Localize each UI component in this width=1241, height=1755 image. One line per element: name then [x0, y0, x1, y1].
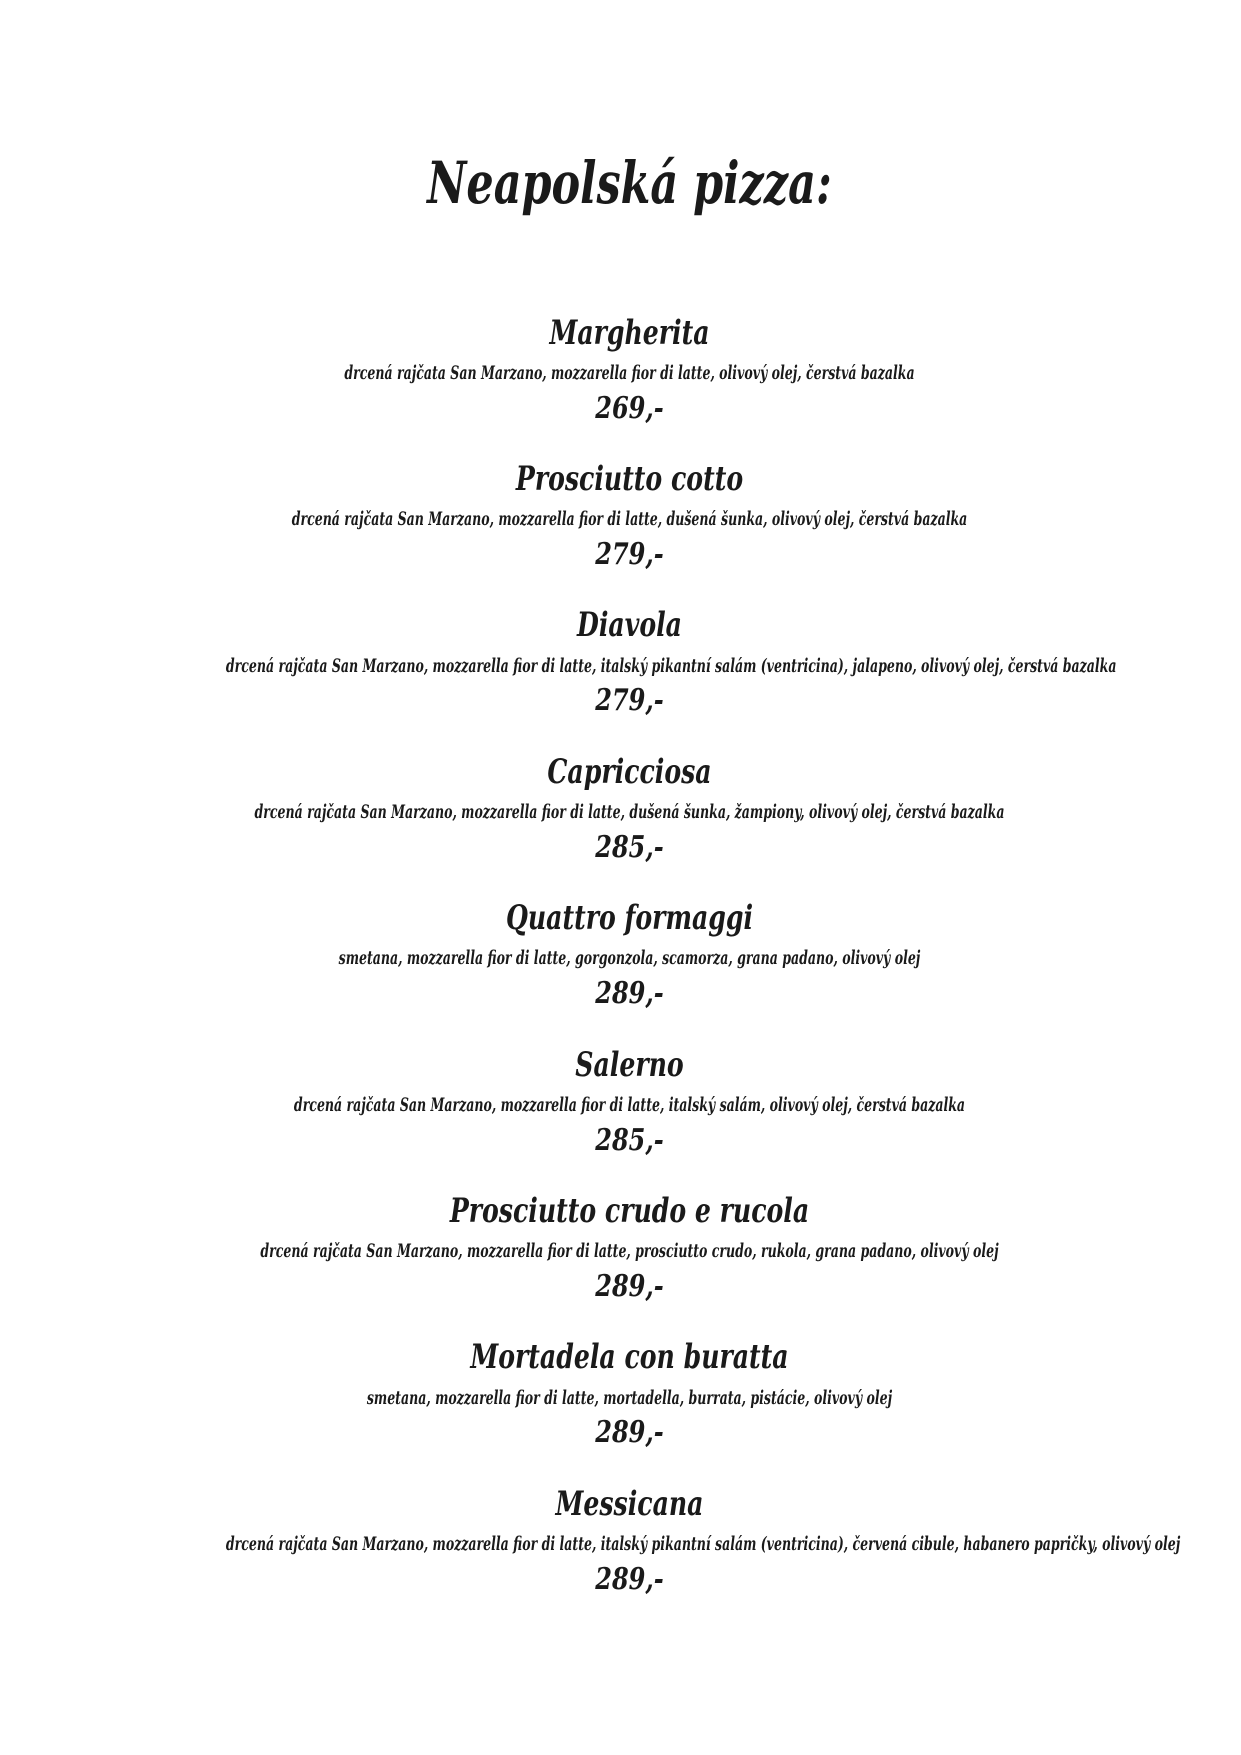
menu-item [18, 1338, 1241, 1450]
menu-item [18, 1485, 1241, 1597]
menu-item-price: 289,- [595, 1268, 664, 1304]
menu-item-name: Messicana [555, 1483, 704, 1524]
menu-item-price: 269,- [595, 390, 664, 426]
menu-item [18, 460, 1241, 572]
menu-item-name: Mortadela con buratta [470, 1337, 789, 1378]
menu-item-price: 279,- [595, 683, 664, 719]
menu-item-name: Prosciutto crudo e rucola [449, 1191, 810, 1232]
menu-item [18, 314, 1241, 426]
menu-item-price: 289,- [595, 1561, 664, 1597]
menu-item-price: 279,- [595, 536, 664, 572]
menu-item-name: Capricciosa [547, 751, 712, 792]
menu-item [18, 1046, 1241, 1158]
menu-item [18, 606, 1241, 718]
menu-item-description: drcená rajčata San Marzano, mozzarella fior di latte, italský pikantní salám (ventricina), červená cibule, habanero papričky, olivový olej [225, 1532, 1181, 1555]
menu-item-price: 285,- [595, 1122, 664, 1158]
menu-item-description: drcená rajčata San Marzano, mozzarella fior di latte, olivový olej, čerstvá bazalka [344, 361, 915, 384]
menu-item [18, 899, 1241, 1011]
menu-item-name: Margherita [549, 312, 710, 353]
menu-item-description: drcená rajčata San Marzano, mozzarella fior di latte, dušená šunka, olivový olej, čerstvá bazalka [291, 508, 968, 531]
menu-item-description: drcená rajčata San Marzano, mozzarella fior di latte, dušená šunka, žampiony, olivový olej, čerstvá bazalka [254, 800, 1005, 823]
menu-item-name: Quattro formaggi [505, 898, 754, 939]
menu-item-price: 289,- [595, 976, 664, 1012]
menu-item-name: Diavola [577, 605, 682, 646]
menu-item-description: drcená rajčata San Marzano, mozzarella fior di latte, italský pikantní salám (ventricina), jalapeno, olivový olej, čerstvá bazalka [225, 654, 1117, 677]
menu-item [18, 1192, 1241, 1304]
menu-list [18, 314, 1241, 1598]
menu-item-name: Prosciutto cotto [515, 459, 744, 500]
menu-item-description: smetana, mozzarella fior di latte, gorgonzola, scamorza, grana padano, olivový olej [338, 947, 921, 970]
menu-item-name: Salerno [575, 1044, 684, 1085]
page-title: Neapolská pizza: [427, 149, 832, 217]
menu-item-description: drcená rajčata San Marzano, mozzarella fior di latte, prosciutto crudo, rukola, grana padano, olivový olej [260, 1240, 999, 1263]
menu-item-description: drcená rajčata San Marzano, mozzarella fior di latte, italský salám, olivový olej, čerstvá bazalka [293, 1093, 966, 1116]
menu-item [18, 753, 1241, 865]
menu-item-price: 285,- [595, 829, 664, 865]
menu-item-description: smetana, mozzarella fior di latte, mortadella, burrata, pistácie, olivový olej [366, 1386, 893, 1409]
menu-item-price: 289,- [595, 1415, 664, 1451]
